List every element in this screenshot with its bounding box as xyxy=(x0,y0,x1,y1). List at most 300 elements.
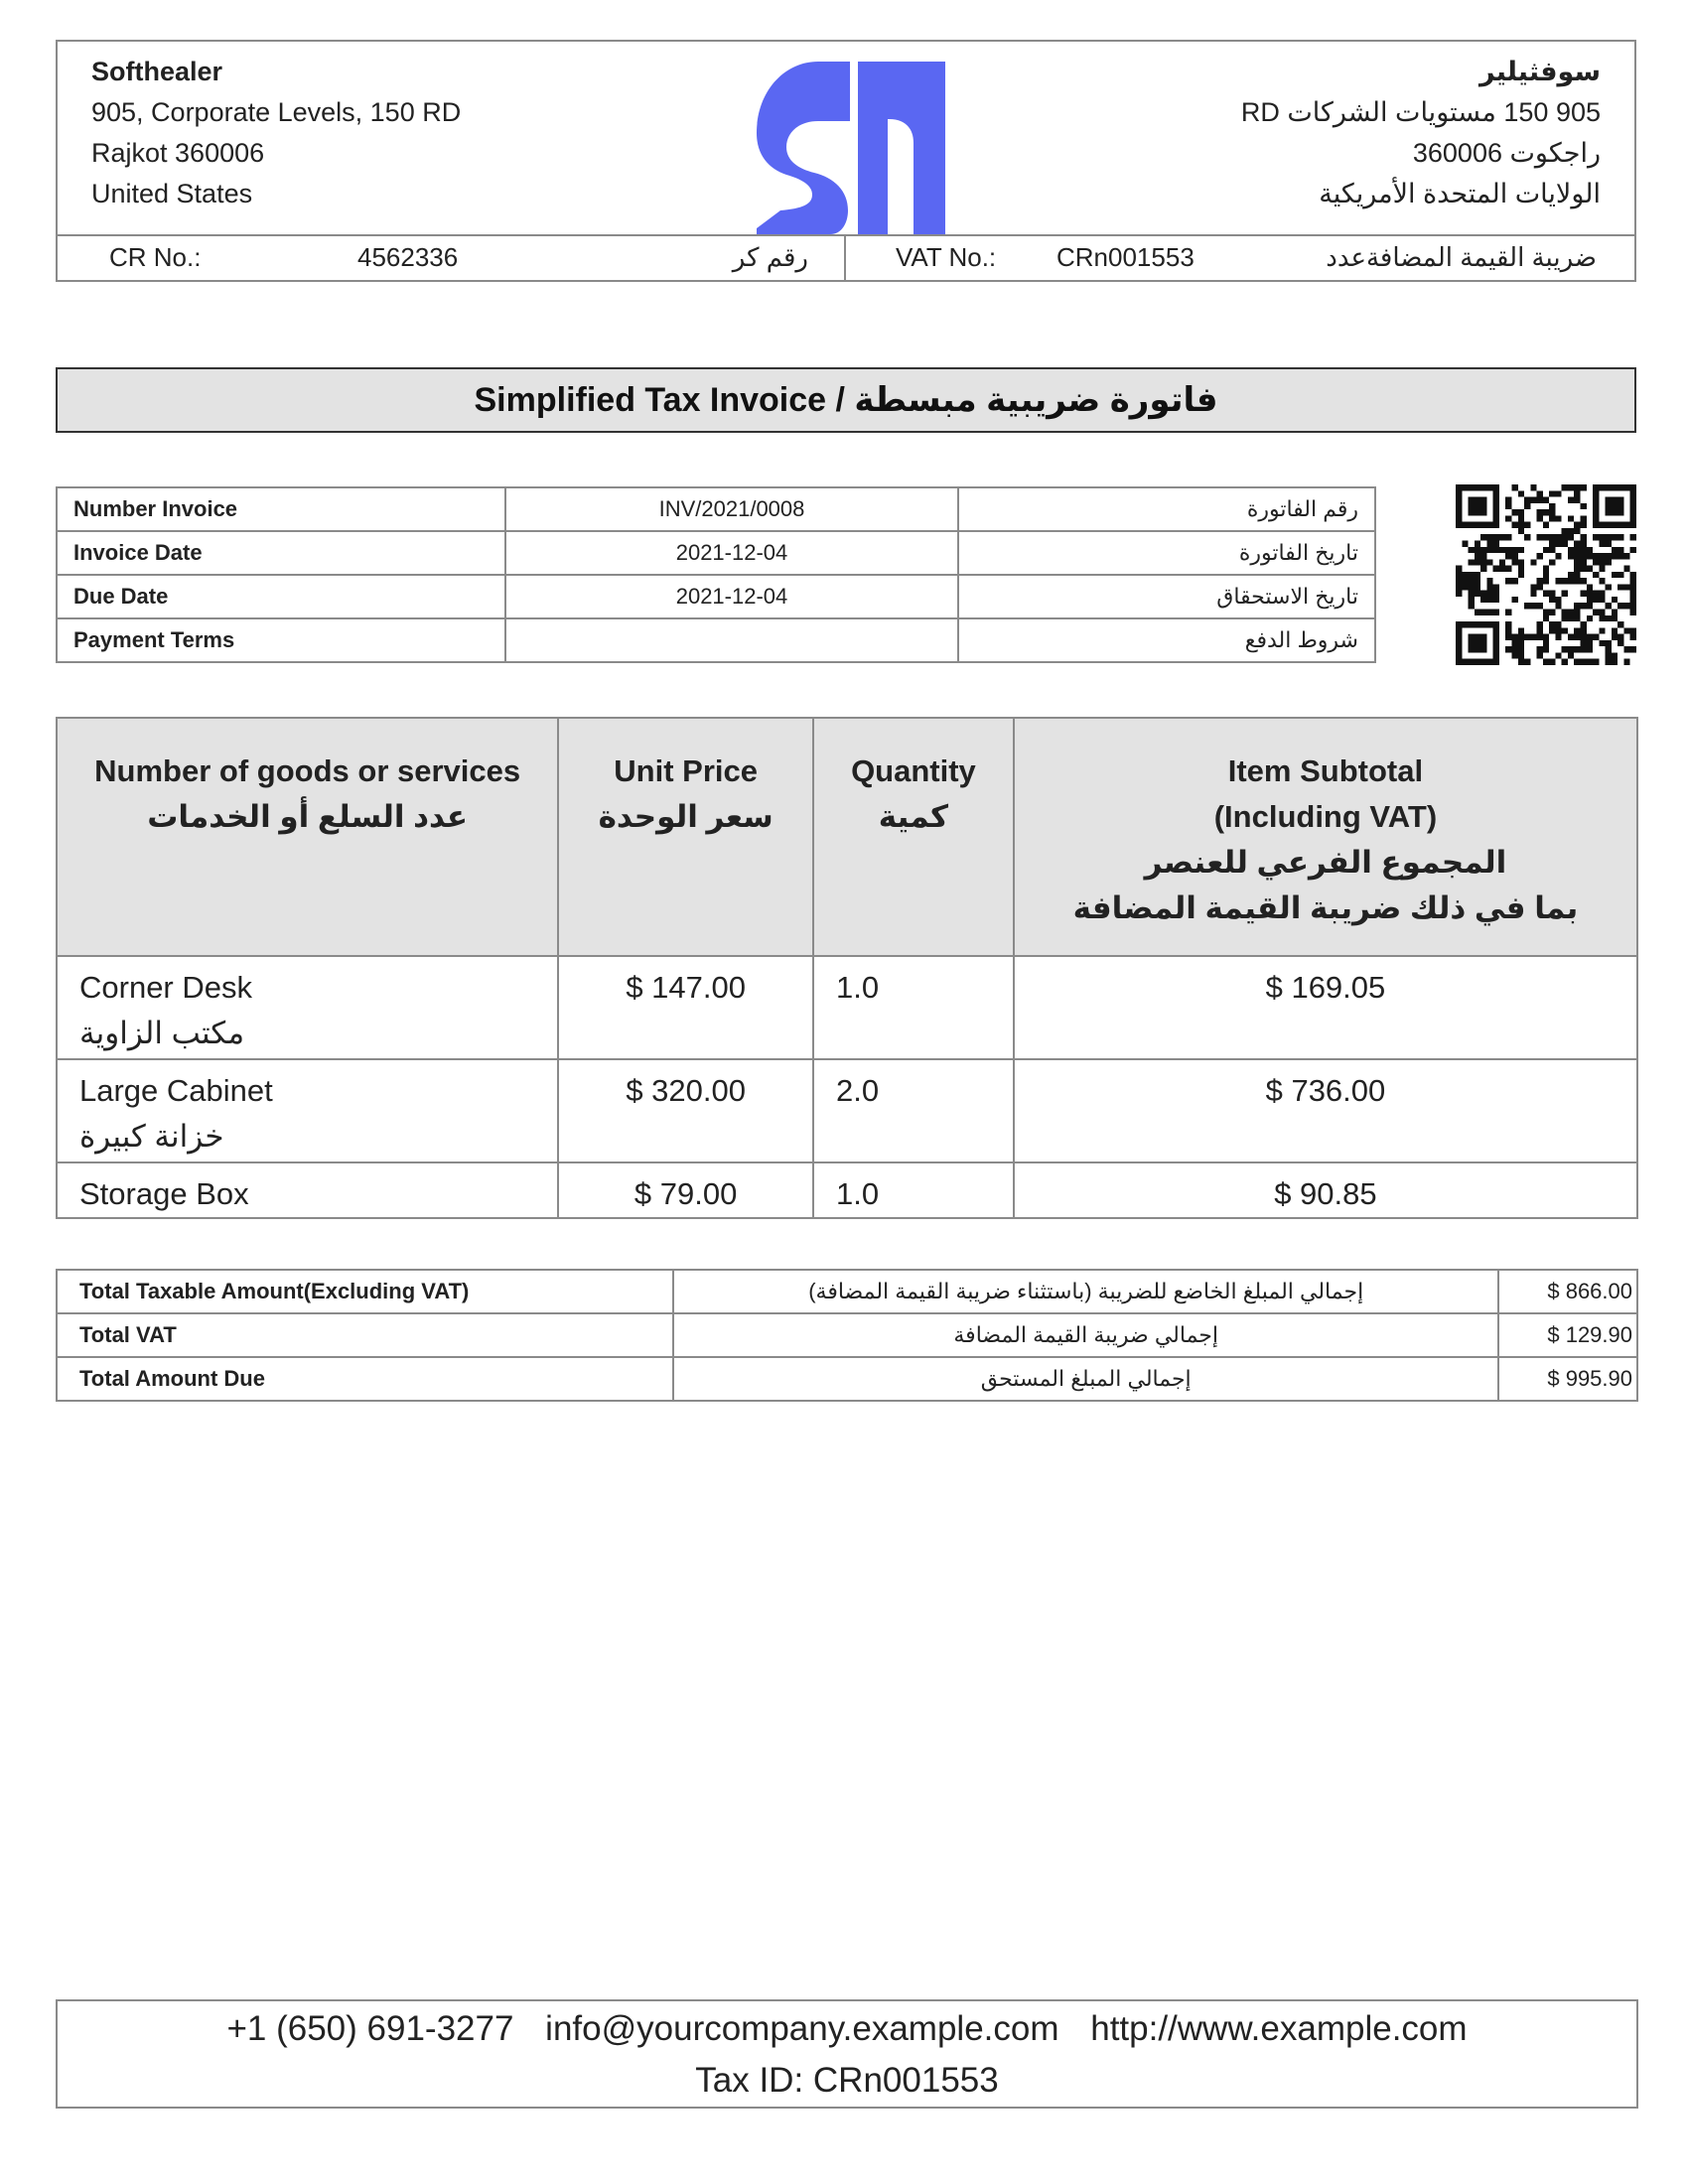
qr-module xyxy=(1511,559,1517,565)
qr-module xyxy=(1612,497,1618,503)
table-row xyxy=(57,1162,1637,1218)
item-name-cell xyxy=(57,1059,558,1162)
cr-label: CR No.: xyxy=(109,242,202,272)
item-name-cell xyxy=(57,1162,558,1218)
qr-module xyxy=(1568,610,1574,615)
qr-module xyxy=(1568,484,1574,490)
qr-module xyxy=(1469,572,1475,578)
qr-module xyxy=(1493,621,1499,627)
qr-module xyxy=(1581,591,1587,597)
qr-module xyxy=(1475,522,1480,528)
qr-module xyxy=(1537,578,1543,584)
address-line: United States xyxy=(91,179,253,208)
qr-module xyxy=(1475,553,1480,559)
item-name-cell xyxy=(57,956,558,1059)
qr-module xyxy=(1493,484,1499,490)
qr-module xyxy=(1511,652,1517,658)
item-quantity: 2.0 xyxy=(813,1059,1014,1162)
qr-module xyxy=(1612,553,1618,559)
qr-module xyxy=(1543,497,1549,503)
qr-module xyxy=(1606,646,1612,652)
qr-module xyxy=(1475,646,1480,652)
qr-module xyxy=(1581,640,1587,646)
item-name-ar: مكتب الزاوية xyxy=(79,1016,245,1050)
qr-module xyxy=(1486,578,1492,584)
qr-module xyxy=(1587,640,1593,646)
qr-module xyxy=(1549,503,1555,509)
table-row xyxy=(57,956,1637,1059)
footer-contact-line xyxy=(58,2003,1636,2055)
qr-module xyxy=(1456,578,1462,584)
total-label: Total VAT xyxy=(57,1313,673,1357)
qr-module xyxy=(1486,559,1492,565)
qr-module xyxy=(1486,591,1492,597)
qr-module xyxy=(1568,515,1574,521)
qr-module xyxy=(1606,540,1612,546)
qr-module xyxy=(1469,497,1475,503)
qr-module xyxy=(1612,627,1618,633)
qr-module xyxy=(1462,659,1468,665)
qr-module xyxy=(1593,515,1599,521)
qr-module xyxy=(1469,522,1475,528)
company-address-en xyxy=(91,52,461,214)
qr-module xyxy=(1623,584,1629,590)
qr-module xyxy=(1618,572,1623,578)
qr-module xyxy=(1587,591,1593,597)
total-amount: $ 129.90 xyxy=(1498,1313,1637,1357)
qr-module xyxy=(1511,578,1517,584)
qr-module xyxy=(1593,509,1599,515)
qr-module xyxy=(1606,553,1612,559)
qr-module xyxy=(1593,610,1599,615)
qr-module xyxy=(1518,547,1524,553)
qr-module xyxy=(1480,646,1486,652)
qr-module xyxy=(1486,659,1492,665)
qr-module xyxy=(1574,522,1580,528)
qr-module xyxy=(1480,509,1486,515)
qr-module xyxy=(1606,534,1612,540)
qr-module xyxy=(1574,615,1580,621)
total-label-ar: إجمالي ضريبة القيمة المضافة xyxy=(673,1313,1498,1357)
info-label: Number Invoice xyxy=(57,487,505,531)
qr-module xyxy=(1606,503,1612,509)
qr-module xyxy=(1574,484,1580,490)
qr-module xyxy=(1505,534,1511,540)
info-value: INV/2021/0008 xyxy=(505,487,958,531)
qr-module xyxy=(1630,547,1636,553)
qr-module xyxy=(1549,509,1555,515)
qr-module xyxy=(1518,509,1524,515)
qr-module xyxy=(1530,559,1536,565)
header-text: Item Subtotal xyxy=(1227,753,1424,788)
qr-module xyxy=(1537,652,1543,658)
qr-module xyxy=(1456,566,1462,572)
qr-module xyxy=(1568,534,1574,540)
qr-module xyxy=(1530,634,1536,640)
items-table xyxy=(56,717,1638,1219)
qr-module xyxy=(1462,621,1468,627)
qr-module xyxy=(1555,603,1561,609)
qr-module xyxy=(1462,484,1468,490)
qr-module xyxy=(1555,627,1561,633)
qr-module xyxy=(1469,509,1475,515)
qr-module xyxy=(1606,659,1612,665)
qr-module xyxy=(1456,621,1462,627)
footer-tax-id: Tax ID: CRn001553 xyxy=(695,2061,999,2100)
qr-module xyxy=(1493,634,1499,640)
qr-module xyxy=(1456,584,1462,590)
qr-module xyxy=(1475,540,1480,546)
qr-module xyxy=(1593,484,1599,490)
qr-module xyxy=(1599,534,1605,540)
vat-label-ar: ضريبة القيمة المضافةعدد xyxy=(1326,242,1597,272)
item-name-ar: خزانة كبيرة xyxy=(79,1119,224,1154)
qr-module xyxy=(1537,627,1543,633)
total-label: Total Amount Due xyxy=(57,1357,673,1401)
qr-module xyxy=(1549,547,1555,553)
qr-module xyxy=(1537,584,1543,590)
qr-module xyxy=(1524,634,1530,640)
qr-module xyxy=(1574,634,1580,640)
qr-module xyxy=(1562,534,1568,540)
qr-module xyxy=(1574,566,1580,572)
qr-module xyxy=(1543,572,1549,578)
company-name: Softhealer xyxy=(91,57,223,86)
qr-module xyxy=(1493,584,1499,590)
qr-module xyxy=(1593,659,1599,665)
qr-module xyxy=(1537,497,1543,503)
qr-module xyxy=(1543,659,1549,665)
address-line: Rajkot 360006 xyxy=(91,138,265,168)
qr-module xyxy=(1630,610,1636,615)
total-amount: $ 995.90 xyxy=(1498,1357,1637,1401)
qr-module xyxy=(1612,484,1618,490)
info-label-ar: تاريخ الاستحقاق xyxy=(958,575,1375,618)
qr-module xyxy=(1524,503,1530,509)
qr-module xyxy=(1518,646,1524,652)
qr-module xyxy=(1456,627,1462,633)
qr-module xyxy=(1530,584,1536,590)
vat-label: VAT No.: xyxy=(896,242,997,272)
qr-module xyxy=(1486,610,1492,615)
qr-module xyxy=(1555,490,1561,496)
company-logo xyxy=(757,62,945,234)
qr-module xyxy=(1493,610,1499,615)
qr-module xyxy=(1581,540,1587,546)
qr-module xyxy=(1612,652,1618,658)
qr-module xyxy=(1480,634,1486,640)
qr-module xyxy=(1505,503,1511,509)
company-address-ar xyxy=(1241,52,1601,214)
qr-module xyxy=(1505,497,1511,503)
qr-module xyxy=(1524,659,1530,665)
qr-module xyxy=(1511,640,1517,646)
vat-value: CRn001553 xyxy=(1056,242,1195,272)
qr-module xyxy=(1505,578,1511,584)
qr-module xyxy=(1469,621,1475,627)
qr-module xyxy=(1599,566,1605,572)
item-quantity: 1.0 xyxy=(813,956,1014,1059)
qr-module xyxy=(1568,553,1574,559)
qr-module xyxy=(1581,627,1587,633)
info-value: 2021-12-04 xyxy=(505,575,958,618)
qr-module xyxy=(1587,584,1593,590)
qr-module xyxy=(1524,534,1530,540)
qr-module xyxy=(1493,547,1499,553)
qr-module xyxy=(1469,603,1475,609)
item-name: Corner Desk xyxy=(79,970,252,1005)
qr-module xyxy=(1456,634,1462,640)
qr-module xyxy=(1543,610,1549,615)
qr-module xyxy=(1593,503,1599,509)
qr-module xyxy=(1493,534,1499,540)
qr-module xyxy=(1630,597,1636,603)
qr-module xyxy=(1606,584,1612,590)
qr-module xyxy=(1574,540,1580,546)
qr-module xyxy=(1555,597,1561,603)
qr-module xyxy=(1555,540,1561,546)
total-amount: $ 866.00 xyxy=(1498,1270,1637,1313)
qr-module xyxy=(1462,522,1468,528)
cr-value: 4562336 xyxy=(357,242,459,272)
qr-module xyxy=(1555,652,1561,658)
item-name: Large Cabinet xyxy=(79,1073,273,1108)
qr-module xyxy=(1593,553,1599,559)
qr-module xyxy=(1630,578,1636,584)
qr-module xyxy=(1581,578,1587,584)
qr-module xyxy=(1612,597,1618,603)
qr-module xyxy=(1505,566,1511,572)
qr-module xyxy=(1568,646,1574,652)
qr-module xyxy=(1456,497,1462,503)
total-label: Total Taxable Amount(Excluding VAT) xyxy=(57,1270,673,1313)
qr-module xyxy=(1518,490,1524,496)
qr-module xyxy=(1518,640,1524,646)
qr-module xyxy=(1618,547,1623,553)
qr-module xyxy=(1568,578,1574,584)
item-unit-price: $ 147.00 xyxy=(558,956,813,1059)
table-header-row xyxy=(57,718,1637,956)
qr-module xyxy=(1524,522,1530,528)
table-row xyxy=(57,575,1375,618)
qr-module xyxy=(1593,634,1599,640)
qr-module xyxy=(1493,652,1499,658)
qr-module xyxy=(1493,591,1499,597)
qr-module xyxy=(1462,540,1468,546)
column-header-unit-price xyxy=(558,718,813,956)
qr-module xyxy=(1505,515,1511,521)
qr-module xyxy=(1456,646,1462,652)
qr-module xyxy=(1581,522,1587,528)
qr-module xyxy=(1480,522,1486,528)
qr-module xyxy=(1568,652,1574,658)
qr-module xyxy=(1537,553,1543,559)
table-row xyxy=(57,1059,1637,1162)
qr-module xyxy=(1469,578,1475,584)
qr-module xyxy=(1581,534,1587,540)
address-line-ar: الولايات المتحدة الأمريكية xyxy=(1319,179,1601,208)
item-name: Storage Box xyxy=(79,1176,249,1211)
qr-module xyxy=(1612,615,1618,621)
qr-module xyxy=(1518,634,1524,640)
qr-module xyxy=(1537,621,1543,627)
qr-module xyxy=(1518,566,1524,572)
qr-module xyxy=(1456,522,1462,528)
qr-module xyxy=(1581,503,1587,509)
qr-module xyxy=(1475,640,1480,646)
qr-module xyxy=(1493,503,1499,509)
qr-module xyxy=(1587,553,1593,559)
table-row xyxy=(57,1357,1637,1401)
header-text-ar: بما في ذلك ضريبة القيمة المضافة xyxy=(1072,890,1579,925)
qr-module xyxy=(1630,534,1636,540)
qr-module xyxy=(1574,610,1580,615)
qr-module xyxy=(1518,559,1524,565)
qr-module xyxy=(1493,490,1499,496)
header-text: Quantity xyxy=(851,753,976,788)
qr-module xyxy=(1606,559,1612,565)
qr-module xyxy=(1543,566,1549,572)
qr-module xyxy=(1456,659,1462,665)
qr-module xyxy=(1599,610,1605,615)
qr-module xyxy=(1581,659,1587,665)
qr-module xyxy=(1456,490,1462,496)
qr-module xyxy=(1469,640,1475,646)
qr-module xyxy=(1606,615,1612,621)
item-subtotal: $ 90.85 xyxy=(1014,1162,1637,1218)
footer-website[interactable]: http://www.example.com xyxy=(1090,2009,1468,2048)
qr-module xyxy=(1618,621,1623,627)
item-quantity: 1.0 xyxy=(813,1162,1014,1218)
qr-module xyxy=(1493,640,1499,646)
logo-h-shape xyxy=(858,62,945,234)
qr-module xyxy=(1555,621,1561,627)
qr-module xyxy=(1581,515,1587,521)
info-label: Due Date xyxy=(57,575,505,618)
footer-email[interactable]: info@yourcompany.example.com xyxy=(545,2009,1059,2048)
qr-module xyxy=(1469,503,1475,509)
qr-module xyxy=(1630,497,1636,503)
qr-module xyxy=(1486,522,1492,528)
qr-module xyxy=(1599,559,1605,565)
totals-table xyxy=(56,1269,1638,1402)
address-line-ar: راجكوت 360006 xyxy=(1412,138,1601,168)
info-label-ar: شروط الدفع xyxy=(958,618,1375,662)
info-label-ar: تاريخ الفاتورة xyxy=(958,531,1375,575)
qr-module xyxy=(1623,659,1629,665)
qr-module xyxy=(1587,597,1593,603)
qr-module xyxy=(1612,534,1618,540)
qr-module xyxy=(1568,497,1574,503)
qr-module xyxy=(1462,572,1468,578)
qr-module xyxy=(1593,497,1599,503)
qr-module xyxy=(1480,597,1486,603)
qr-module xyxy=(1462,578,1468,584)
qr-module xyxy=(1518,652,1524,658)
qr-module xyxy=(1530,603,1536,609)
qr-module xyxy=(1630,634,1636,640)
qr-module xyxy=(1549,515,1555,521)
qr-module xyxy=(1475,547,1480,553)
item-unit-price: $ 320.00 xyxy=(558,1059,813,1162)
qr-module xyxy=(1480,591,1486,597)
qr-module xyxy=(1486,597,1492,603)
company-header xyxy=(56,40,1636,234)
total-label-ar: إجمالي المبلغ الخاضع للضريبة (باستثناء ضريبة القيمة المضافة) xyxy=(673,1270,1498,1313)
qr-module xyxy=(1480,659,1486,665)
qr-module xyxy=(1555,515,1561,521)
cr-number-cell xyxy=(58,236,846,280)
qr-module xyxy=(1511,553,1517,559)
qr-module xyxy=(1493,522,1499,528)
qr-module xyxy=(1623,646,1629,652)
qr-module xyxy=(1469,634,1475,640)
qr-module xyxy=(1511,646,1517,652)
vat-number-cell xyxy=(846,236,1634,280)
qr-module xyxy=(1543,615,1549,621)
qr-module xyxy=(1587,566,1593,572)
qr-module xyxy=(1549,627,1555,633)
qr-module xyxy=(1574,528,1580,534)
qr-module xyxy=(1543,547,1549,553)
qr-module xyxy=(1493,509,1499,515)
qr-module xyxy=(1462,584,1468,590)
qr-module xyxy=(1593,591,1599,597)
qr-module xyxy=(1480,566,1486,572)
qr-module xyxy=(1599,627,1605,633)
qr-module xyxy=(1587,615,1593,621)
qr-module xyxy=(1549,659,1555,665)
qr-module xyxy=(1511,634,1517,640)
qr-module xyxy=(1549,597,1555,603)
qr-module xyxy=(1593,597,1599,603)
qr-module xyxy=(1555,634,1561,640)
qr-module xyxy=(1562,646,1568,652)
qr-module xyxy=(1555,578,1561,584)
qr-module xyxy=(1623,603,1629,609)
qr-module xyxy=(1606,652,1612,658)
qr-module xyxy=(1456,591,1462,597)
qr-module xyxy=(1612,509,1618,515)
qr-module xyxy=(1475,484,1480,490)
qr-module xyxy=(1469,484,1475,490)
qr-module xyxy=(1581,566,1587,572)
qr-module xyxy=(1555,553,1561,559)
qr-module xyxy=(1612,634,1618,640)
qr-module xyxy=(1543,634,1549,640)
qr-module xyxy=(1555,534,1561,540)
qr-code-icon xyxy=(1456,484,1636,665)
page-footer xyxy=(56,1999,1638,2109)
logo-s-shape xyxy=(757,62,850,234)
qr-module xyxy=(1618,497,1623,503)
qr-module xyxy=(1630,484,1636,490)
qr-module xyxy=(1574,553,1580,559)
qr-module xyxy=(1480,484,1486,490)
qr-module xyxy=(1612,610,1618,615)
qr-module xyxy=(1568,528,1574,534)
qr-module xyxy=(1630,627,1636,633)
qr-module xyxy=(1475,497,1480,503)
company-name-ar: سوفثيلير xyxy=(1478,57,1601,86)
qr-module xyxy=(1612,522,1618,528)
qr-module xyxy=(1581,621,1587,627)
qr-module xyxy=(1618,503,1623,509)
qr-module xyxy=(1537,509,1543,515)
qr-module xyxy=(1568,634,1574,640)
qr-module xyxy=(1486,584,1492,590)
qr-module xyxy=(1612,503,1618,509)
